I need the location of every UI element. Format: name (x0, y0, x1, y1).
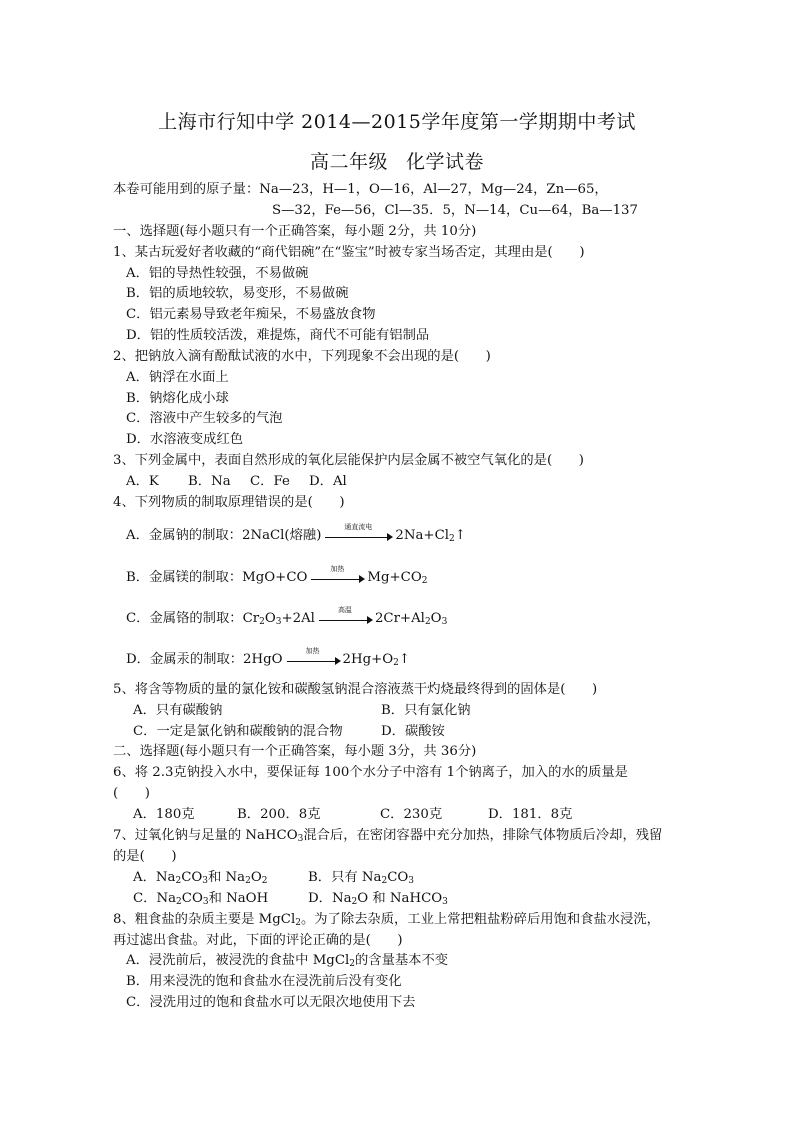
subscript: 2 (261, 876, 268, 886)
q7-b-text: CO (387, 870, 409, 885)
q4-c-reactant: Cr (242, 611, 260, 626)
q5-stem: 5、将含等物质的量的氯化铵和碳酸氢钠混合溶液蒸干灼烧最终得到的固体是( ) (113, 682, 598, 697)
q2-option-b: B．钠熔化成小球 (126, 391, 229, 406)
q1-option-c: C．铝元素易导致老年痴呆，不易盛放食物 (126, 307, 376, 322)
q4-a-products: 2Na+Cl (395, 528, 449, 543)
q6-option-a: A．180克 (133, 807, 195, 822)
q7-d-text: D．Na (308, 891, 352, 906)
subscript: 2 (449, 534, 455, 544)
exam-title: 上海市行知中学 2014—2015学年度第一学期期中考试 (158, 111, 636, 133)
q1-option-a: A．铝的导热性较强，不易做碗 (126, 266, 309, 281)
q3-option-b: B．Na (188, 474, 231, 489)
q7-c-text: CO (181, 891, 203, 906)
q4-b-label: B．金属镁的制取： (126, 570, 243, 585)
q7-option-b (308, 868, 414, 888)
q8-option-b: B．用来浸洗的饱和食盐水在浸洗前后没有变化 (126, 974, 402, 989)
q7-c-text: C．Na (133, 891, 177, 906)
section-2-header: 二、选择题(每小题只有一个正确答案，每小题 3分，共 36分) (113, 744, 477, 759)
subscript: 3 (202, 897, 209, 907)
q3-stem: 3、下列金属中，表面自然形成的氧化层能保护内层金属不被空气氧化的是( ) (113, 453, 584, 468)
q7-a-text: CO (181, 870, 203, 885)
q7-option-a (133, 868, 267, 888)
q7-stem-line-1 (113, 826, 662, 846)
q7-d-text: O 和 NaHCO (357, 891, 443, 906)
subscript: 3 (275, 617, 282, 627)
subscript: 2 (393, 658, 399, 668)
q4-d-products: 2Hg+O (342, 652, 394, 667)
q7-c-text: 和 NaOH (208, 891, 269, 906)
q4-b-products: Mg+CO (367, 570, 422, 585)
q8-option-c: C．浸洗用过的饱和食盐水可以无限次地使用下去 (126, 995, 416, 1010)
q4-d-reactants: 2HgO (243, 652, 283, 667)
q6-option-c: C．230克 (380, 807, 443, 822)
q6-option-d: D．181．8克 (488, 807, 573, 822)
reaction-arrow-icon (317, 605, 373, 626)
exam-subtitle (0, 147, 794, 174)
q2-option-d: D．水溶液变成红色 (126, 432, 244, 447)
q4-a-label: A．金属钠的制取： (126, 528, 242, 543)
subscript: 2 (259, 617, 265, 627)
q4-d-label: D．金属汞的制取： (126, 652, 244, 667)
q5-option-b: B．只有氯化钠 (381, 703, 471, 718)
subscript: 2 (349, 959, 355, 969)
q4-b-condition: 加热 (330, 564, 345, 573)
q4-a-reactants: 2NaCl(熔融) (241, 528, 322, 543)
subscript: 3 (408, 876, 414, 886)
q4-c-product: 2Cr+Al (374, 611, 425, 626)
q1-option-d: D．铝的性质较活泼，难提炼，商代不可能有铝制品 (126, 328, 430, 343)
q6-stem-line-2: ( ) (113, 786, 150, 801)
q4-option-c (126, 605, 448, 629)
q4-c-condition: 高温 (337, 605, 352, 614)
subscript: 2 (175, 876, 182, 886)
subscript: 2 (245, 876, 251, 886)
grade-label: 高二年级 (309, 151, 388, 173)
q5-option-c: C．一定是氯化钠和碳酸钠的混合物 (133, 724, 343, 739)
q4-c-reactant: O (264, 611, 276, 626)
q4-option-d (126, 646, 411, 670)
q8-option-a (126, 951, 448, 971)
subscript: 2 (421, 576, 428, 586)
q4-d-condition: 加热 (305, 646, 320, 655)
q7-stem-text: 7、过氧化钠与足量的 NaHCO (113, 828, 298, 843)
atomic-mass-line-1: 本卷可能用到的原子量：Na—23，H—1，O—16，Al—27，Mg—24，Zn—65， (113, 182, 608, 197)
q2-option-a: A．钠浮在水面上 (126, 370, 229, 385)
subscript: 3 (442, 897, 448, 907)
q4-c-product: O (430, 611, 442, 626)
q7-stem-line-2: 的是( ) (113, 849, 177, 864)
q7-a-text: 和 Na (208, 870, 246, 885)
q8-stem-line-1 (113, 910, 660, 930)
gas-arrow-icon: ↑ (454, 528, 466, 543)
q7-a-text: A．Na (133, 870, 176, 885)
q7-option-c (133, 889, 268, 909)
q7-b-text: B．只有 Na (308, 870, 382, 885)
section-1-header: 一、选择题(每小题只有一个正确答案，每小题 2分，共 10分) (113, 224, 477, 239)
q8-stem-text: 8、粗食盐的杂质主要是 MgCl (113, 912, 296, 927)
q4-c-reactant: +2Al (281, 611, 315, 626)
q6-stem-line-1: 6、将 2.3克钠投入水中，要保证每 100个水分子中溶有 1个钠离子，加入的水的质量是 (113, 765, 628, 780)
q6-option-b: B．200．8克 (237, 807, 321, 822)
subscript: 2 (176, 897, 182, 907)
reaction-arrow-icon (285, 646, 341, 667)
subscript: 2 (295, 918, 301, 928)
q7-a-text: O (250, 870, 262, 885)
q4-option-b (126, 564, 428, 588)
subscript: 2 (424, 617, 431, 627)
q5-option-a: A．只有碳酸钠 (133, 703, 223, 718)
q8-stem-text: 。为了除去杂质，工业上常把粗盐粉碎后用饱和食盐水浸洗， (300, 912, 660, 927)
gas-arrow-icon: ↑ (398, 652, 411, 667)
q4-c-label: C．金属铬的制取： (126, 611, 243, 626)
subscript: 3 (441, 617, 448, 627)
subject-label: 化学试卷 (406, 151, 485, 173)
subscript: 2 (351, 897, 358, 907)
q4-a-condition: 通直流电 (344, 522, 373, 531)
q5-option-d: D．碳酸铵 (381, 724, 445, 739)
q3-option-a: A．K (126, 474, 159, 489)
q7-option-d (308, 889, 448, 909)
q2-stem: 2、把钠放入滴有酚酞试液的水中，下列现象不会出现的是( ) (113, 349, 491, 364)
reaction-arrow-icon (309, 564, 365, 585)
q4-b-reactants: MgO+CO (242, 570, 308, 585)
q8-a-text: 的含量基本不变 (354, 953, 449, 968)
q3-option-c: C．Fe (250, 474, 290, 489)
q7-stem-text: 混合后，在密闭容器中充分加热，排除气体物质后冷却，残留 (303, 828, 663, 843)
q1-option-b: B．铝的质地较软，易变形，不易做碗 (126, 286, 349, 301)
subscript: 3 (202, 876, 209, 886)
q8-a-text: A．浸洗前后，被浸洗的食盐中 MgCl (126, 953, 350, 968)
subscript: 3 (297, 834, 304, 844)
q8-stem-line-2: 再过滤出食盐。对此，下面的评论正确的是( ) (113, 933, 403, 948)
q1-stem: 1、某古玩爱好者收藏的“商代铝碗”在“鉴宝”时被专家当场否定，其理由是( ) (113, 245, 585, 260)
q4-stem: 4、下列物质的制取原理错误的是( ) (113, 495, 345, 510)
q2-option-c: C．溶液中产生较多的气泡 (126, 411, 283, 426)
q3-option-d: D．Al (309, 474, 347, 489)
q4-option-a (126, 522, 466, 546)
reaction-arrow-icon (323, 522, 393, 543)
atomic-mass-line-2: S—32，Fe—56，Cl—35．5，N—14，Cu—64，Ba—137 (272, 203, 638, 218)
subscript: 2 (381, 876, 388, 886)
